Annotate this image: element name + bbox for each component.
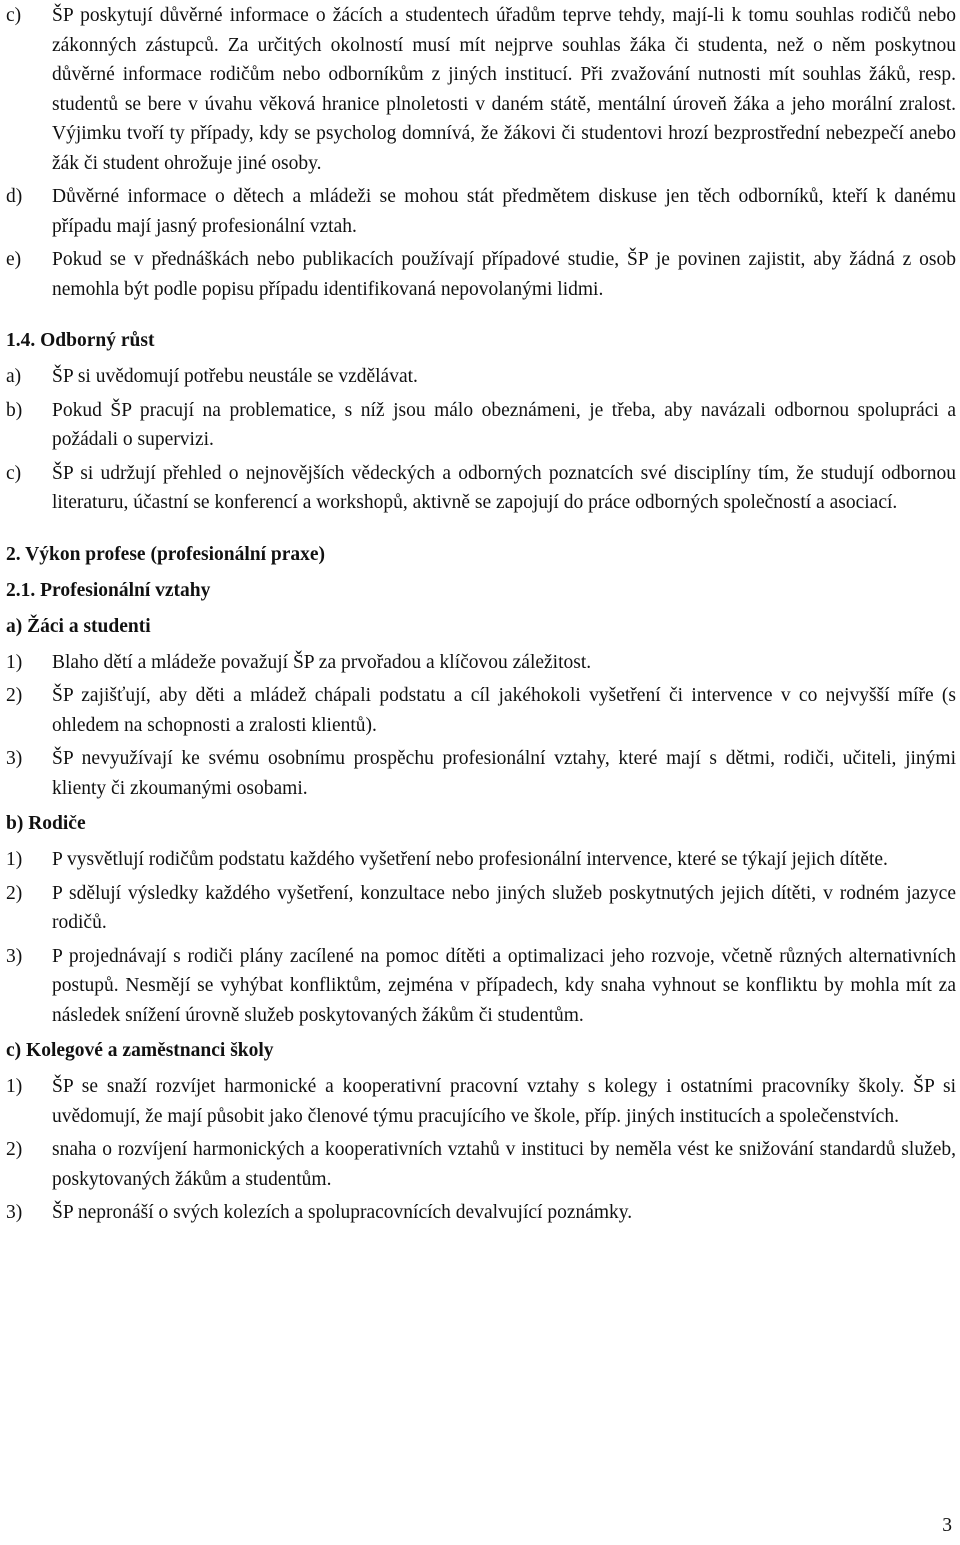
- item-text: P vysvětlují rodičům podstatu každého vyšetření nebo profesionální intervence, které se týkají jejich dítěte.: [52, 849, 888, 870]
- item-label: 3): [6, 748, 23, 769]
- list-item: [6, 182, 956, 241]
- item-text: ŠP nevyužívají ke svému osobnímu prospěchu profesionální vztahy, které mají s dětmi, rodiči, učiteli, jinými klienty či zkoumanými osobami.: [52, 748, 956, 799]
- list-item: [6, 396, 956, 455]
- colleagues-list: [6, 1072, 956, 1228]
- group-heading-colleagues: c) Kolegové a zaměstnanci školy: [6, 1040, 274, 1061]
- item-label: 2): [6, 882, 23, 904]
- confidentiality-list: [6, 1, 956, 304]
- subsection-heading: 2.1. Profesionální vztahy: [6, 579, 211, 601]
- list-item: [6, 879, 956, 938]
- item-text: ŠP si udržují přehled o nejnovějších vědeckých a odborných poznatcích své disciplíny tím, že studují odbornou literaturu, účastní se konferencí a workshopů, aktivně se zapojují do práce odborných společností a asociací.: [52, 462, 956, 513]
- professional-growth-list: [6, 362, 956, 518]
- list-item: [6, 1198, 956, 1228]
- item-label: 1): [6, 849, 23, 870]
- list-item: [6, 648, 956, 678]
- item-text: P projednávají s rodiči plány zacílené na pomoc dítěti a optimalizaci jeho rozvoje, včetně různých alternativních postupů. Nesmějí se vyhýbat konfliktům, zejména v případech, kdy snaha vyhnout se konfliktu by mohla mít za následek snížení úrovně služeb poskytovaných žákům či studentům.: [52, 945, 956, 1026]
- list-item: [6, 1072, 956, 1131]
- item-label: 2): [6, 1139, 23, 1160]
- item-text: Blaho dětí a mládeže považují ŠP za prvořadou a klíčovou záležitost.: [52, 651, 592, 673]
- group-heading-students: a) Žáci a studenti: [6, 615, 151, 637]
- list-item: [6, 245, 956, 304]
- item-text: Pokud ŠP pracují na problematice, s níž jsou málo obeznámeni, je třeba, aby navázali odbornou spolupráci a požádali o supervizi.: [52, 399, 956, 450]
- item-label: a): [6, 366, 22, 387]
- item-label: 1): [6, 651, 23, 673]
- list-item: [6, 362, 956, 392]
- chapter-heading: 2. Výkon profese (profesionální praxe): [6, 543, 326, 565]
- item-label: 2): [6, 685, 23, 706]
- item-label: c): [6, 462, 22, 484]
- item-label: 3): [6, 1202, 23, 1223]
- list-item: [6, 459, 956, 518]
- item-text: Pokud se v přednáškách nebo publikacích používají případové studie, ŠP je povinen zajistit, aby žádná z osob nemohla být podle popisu případu identifikovaná nepovolanými lidmi.: [52, 249, 956, 300]
- list-item: [6, 681, 956, 740]
- item-label: e): [6, 249, 22, 270]
- item-text: Důvěrné informace o dětech a mládeži se mohou stát předmětem diskuse jen těch odborníků, kteří k danému případu mají jasný profesionální vztah.: [52, 186, 956, 237]
- item-label: 1): [6, 1076, 23, 1097]
- page-number: 3: [942, 1515, 952, 1536]
- item-text: ŠP nepronáší o svých kolezích a spolupracovnících devalvující poznámky.: [52, 1202, 633, 1223]
- students-list: [6, 648, 956, 804]
- list-item: [6, 845, 956, 875]
- item-label: d): [6, 186, 23, 207]
- item-text: ŠP se snaží rozvíjet harmonické a kooperativní pracovní vztahy s kolegy i ostatními pracovníky školy. ŠP si uvědomují, že mají působit jako členové týmu pracujícího ve škole, příp. jiných institucích a společenstvích.: [52, 1076, 956, 1127]
- list-item: [6, 1, 956, 178]
- list-item: [6, 1135, 956, 1194]
- item-text: snaha o rozvíjení harmonických a kooperativních vztahů v instituci by neměla vést ke snižování standardů služeb, poskytovaných žákům a studentům.: [52, 1139, 956, 1190]
- item-label: b): [6, 399, 23, 421]
- item-text: ŠP zajišťují, aby děti a mládež chápali podstatu a cíl jakéhokoli vyšetření či intervence v co nejvyšší míře (s ohledem na schopnosti a zralosti klientů).: [52, 685, 956, 736]
- parents-list: [6, 845, 956, 1030]
- item-text: ŠP si uvědomují potřebu neustále se vzdělávat.: [52, 366, 418, 387]
- item-text: P sdělují výsledky každého vyšetření, konzultace nebo jiných služeb poskytnutých jejich dítěti, v rodném jazyce rodičů.: [52, 882, 956, 933]
- list-item: [6, 942, 956, 1031]
- item-label: c): [6, 5, 22, 26]
- list-item: [6, 744, 956, 803]
- section-heading: 1.4. Odborný růst: [6, 330, 155, 351]
- group-heading-parents: b) Rodiče: [6, 813, 86, 834]
- item-label: 3): [6, 945, 23, 967]
- item-text: ŠP poskytují důvěrné informace o žácích a studentech úřadům teprve tehdy, mají-li k tomu souhlas rodičů nebo zákonných zástupců. Za určitých okolností musí mít nejprve souhlas žáka či studenta, než o něm poskytnou důvěrné informace rodičům nebo odborníkům z jiných institucí. Při zvažování nutnosti mít souhlas žáků, resp. studentů se bere v úvahu věková hranice plnoletosti v daném státě, mentální úroveň žáka a jeho morální zralost. Výjimku tvoří ty případy, kdy se psycholog domnívá, že žákovi či studentovi hrozí bezprostřední nebezpečí anebo žák či student ohrožuje jiné osoby.: [52, 5, 956, 174]
